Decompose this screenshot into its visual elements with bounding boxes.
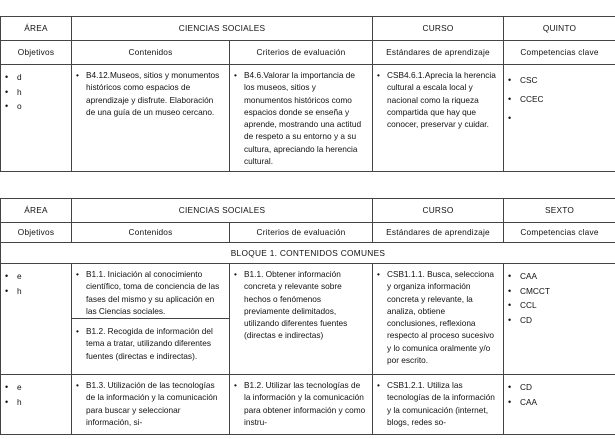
- competences-cell: [504, 375, 615, 435]
- list-item: • e: [5, 269, 71, 284]
- list-item: • CAA: [508, 395, 615, 410]
- objectives-cell: [1, 65, 72, 172]
- course-value: SEXTO: [504, 199, 615, 223]
- list-item: • o: [5, 99, 71, 114]
- objectives-cell: [1, 375, 72, 435]
- standards-cell: • CSB4.6.1.Aprecia la herencia cultural a escala local y nacional como la riqueza compartida que hay que conocer, preservar y cuidar.: [373, 65, 504, 172]
- contents-text-a: B1.1. Iniciación al conocimiento científico, toma de conciencia de las fases del mismo y su aplicación en las Ciencias sociales.: [86, 269, 220, 316]
- standards-cell: • CSB1.1.1. Busca, selecciona y organiza información concreta y relevante, la analiza, obtiene conclusiones, reflexiona respecto al proceso sucesivo y lo comunica oralmente y/o por escrito.: [373, 264, 504, 375]
- contents-cell: • B1.1. Iniciación al conocimiento científico, toma de conciencia de las fases del mismo y su aplicación en las Ciencias sociales. • B1.2. Recogida de información del tema a tratar, utilizando diferentes fuentes (directas e indirectas).: [72, 264, 230, 375]
- list-item: • CD: [508, 380, 615, 395]
- contents-text: B1.3. Utilización de las tecnologías de la información y la comunicación para buscar y seleccionar información, si-: [86, 380, 218, 427]
- criteria-cell: • B1.1. Obtener información concreta y relevante sobre hechos o fenómenos previamente delimitados, utilizando diferentes fuentes (directas e indirectas): [230, 264, 373, 375]
- col-contents: Contenidos: [72, 41, 230, 65]
- list-item: • CCL: [508, 298, 615, 313]
- list-item: • e: [5, 380, 71, 395]
- list-item: • h: [5, 85, 71, 100]
- col-standards: Estándares de aprendizaje: [373, 41, 504, 65]
- contents-text: B4.12.Museos, sitios y monumentos históricos como espacios de aprendizaje y disfrute. Elaboración de una guía de un museo cercano.: [86, 70, 220, 117]
- col-objectives: Objetivos: [1, 223, 72, 243]
- criteria-text: B1.2. Utilizar las tecnologías de la información y la comunicación para obtener información y como instru-: [244, 380, 366, 427]
- curriculum-table-quinto: [0, 16, 615, 172]
- col-criteria: Criterios de evaluación: [230, 223, 373, 243]
- list-item: • CAA: [508, 269, 615, 284]
- list-item: • d: [5, 70, 71, 85]
- criteria-cell: • B4.6.Valorar la importancia de los museos, sitios y monumentos históricos como espacios donde se enseña y aprende, mostrando una actitud de respeto a su entorno y a su cultura, apreciando la herencia cultural.: [230, 65, 373, 172]
- col-standards: Estándares de aprendizaje: [373, 223, 504, 243]
- contents-cell: • B4.12.Museos, sitios y monumentos históricos como espacios de aprendizaje y disfrute. Elaboración de una guía de un museo cercano.: [72, 65, 230, 172]
- standards-text: CSB4.6.1.Aprecia la herencia cultural a escala local y nacional como la riqueza compartida que hay que conocer, preservar y cuidar.: [387, 70, 496, 130]
- list-item: • CSC: [508, 71, 615, 90]
- col-contents: Contenidos: [72, 223, 230, 243]
- contents-text-b: B1.2. Recogida de información del tema a tratar, utilizando diferentes fuentes (directas e indirectas).: [86, 326, 213, 361]
- criteria-cell: • B1.2. Utilizar las tecnologías de la información y la comunicación para obtener información y como instru-: [230, 375, 373, 435]
- col-objectives: Objetivos: [1, 41, 72, 65]
- criteria-text: B4.6.Valorar la importancia de los museos, sitios y monumentos históricos como espacios donde se enseña y aprende, mostrando una actitud de respeto a su entorno y a su cultura, apreciando la herencia cultural.: [244, 70, 362, 167]
- col-competences: Competencias clave: [504, 223, 615, 243]
- list-item: • CCEC: [508, 90, 615, 109]
- course-header: CURSO: [373, 17, 504, 41]
- list-item: • h: [5, 395, 71, 410]
- list-item: • CMCCT: [508, 284, 615, 299]
- subject-header: CIENCIAS SOCIALES: [72, 17, 373, 41]
- competences-cell: [504, 264, 615, 375]
- criteria-text: B1.1. Obtener información concreta y relevante sobre hechos o fenómenos previamente delimitados, utilizando diferentes fuentes (directas e indirectas): [244, 269, 348, 341]
- col-criteria: Criterios de evaluación: [230, 41, 373, 65]
- standards-text: CSB1.2.1. Utiliza las tecnologías de la información y la comunicación (internet, blogs, redes so-: [387, 380, 495, 427]
- standards-cell: • CSB1.2.1. Utiliza las tecnologías de la información y la comunicación (internet, blogs, redes so-: [373, 375, 504, 435]
- standards-text: CSB1.1.1. Busca, selecciona y organiza información concreta y relevante, la analiza, obtiene conclusiones, reflexiona respecto al proceso sucesivo y lo comunica oralmente y/o por escrito.: [387, 269, 494, 366]
- curriculum-table-sexto: [0, 198, 615, 435]
- col-competences: Competencias clave: [504, 41, 615, 65]
- area-header: ÁREA: [1, 199, 72, 223]
- competences-cell: [504, 65, 615, 172]
- list-item: • CD: [508, 313, 615, 328]
- course-header: CURSO: [373, 199, 504, 223]
- subject-header: CIENCIAS SOCIALES: [72, 199, 373, 223]
- list-item: • h: [5, 284, 71, 299]
- block-title: BLOQUE 1. CONTENIDOS COMUNES: [1, 243, 615, 264]
- objectives-cell: [1, 264, 72, 375]
- course-value: QUINTO: [504, 17, 615, 41]
- contents-cell: • B1.3. Utilización de las tecnologías de la información y la comunicación para buscar y seleccionar información, si-: [72, 375, 230, 435]
- list-item: [508, 109, 615, 128]
- area-header: ÁREA: [1, 17, 72, 41]
